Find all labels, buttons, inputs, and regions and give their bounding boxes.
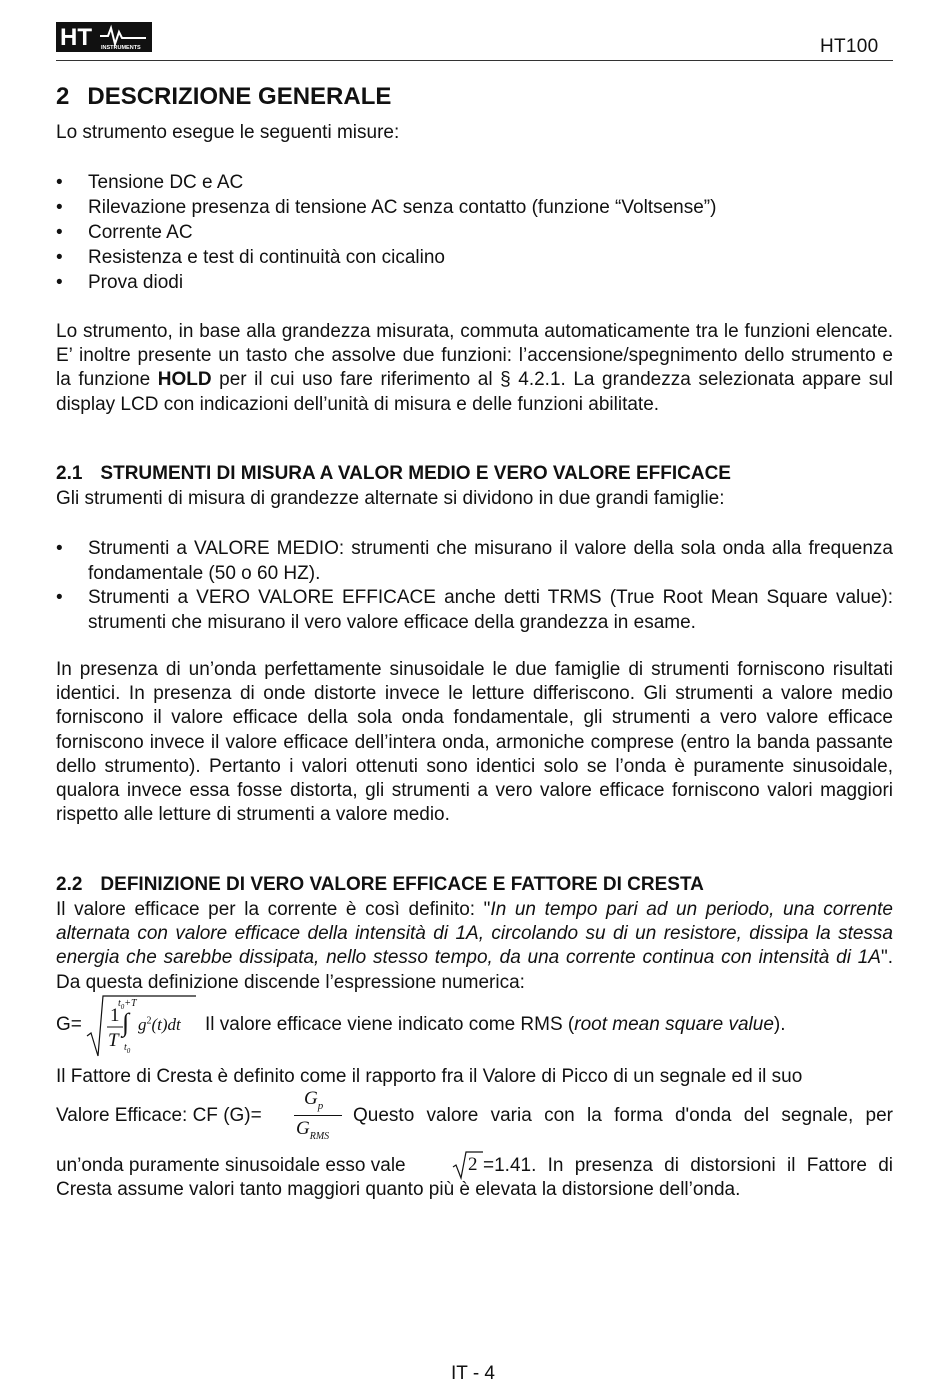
section-2-1-paragraph: In presenza di un’onda perfettamente sinusoidale le due famiglie di strumenti forniscono risultati identici. In presenza di onde distorte invece le letture differiscono. Gli strumenti a valore medio forniscono il valore efficace della sola onda fondamentale, gli strumenti a vero valore efficace forniscono invece il valore efficace dell’intera onda, armoniche comprese (entro la banda passante dello strumento). Pertanto i valori ottenuti sono identici solo se l’onda è puramente sinusoidale, qualora invece essa fosse distorta, gli strumenti a vero valore efficace forniscono valori maggiori rispetto alle letture di strumenti a valore medio. bbox=[56, 659, 893, 826]
svg-text:HT: HT bbox=[60, 24, 92, 51]
rms-formula: 1 T $t_0+T$ ∫ $t_0$ $g^2(t)dt$ bbox=[86, 994, 198, 1058]
section-2-paragraph: Lo strumento, in base alla grandezza misurata, commuta automaticamente tra le funzioni elencate. E’ inoltre presente un tasto che assolve due funzioni: l’accensione/spegnimento dello strumento e la funzione HOLD per il cui uso fare riferimento al § 4.2.1. La grandezza selezionata appare sul display LCD con indicazioni dell’unità di misura e delle funzioni abilitate. bbox=[56, 321, 894, 415]
bullet-icon: • bbox=[56, 272, 63, 293]
list-item: • Corrente AC bbox=[56, 222, 193, 243]
section-2-bullet-list bbox=[56, 170, 893, 295]
svg-text:INSTRUMENTS: INSTRUMENTS bbox=[101, 45, 141, 51]
list-item: • Strumenti a VALORE MEDIO: strumenti che misurano il valore della sola onda alla frequenza fondamentale (50 o 60 HZ). bbox=[56, 538, 893, 584]
sqrt-line-end: =1.41. In presenza di distorsioni il Fattore di bbox=[483, 1155, 893, 1176]
header-rule bbox=[56, 60, 893, 61]
section-2-1-bullet-list bbox=[56, 537, 893, 635]
page-number: IT - 4 bbox=[451, 1363, 495, 1384]
sqrt-line-start: un’onda puramente sinusoidale esso vale bbox=[56, 1155, 406, 1176]
bullet-icon: • bbox=[56, 197, 63, 218]
list-item: • Rilevazione presenza di tensione AC senza contatto (funzione “Voltsense”) bbox=[56, 197, 717, 218]
crest-factor-fraction: $G_p$ $G_{RMS}$ bbox=[292, 1088, 348, 1148]
crest-factor-text: Questo valore varia con la forma d'onda del segnale, per bbox=[353, 1105, 893, 1126]
ht-instruments-logo bbox=[56, 22, 152, 52]
g-label: G= bbox=[56, 1014, 82, 1035]
last-line: Cresta assume valori tanto maggiori quanto più è elevata la distorsione dell’onda. bbox=[56, 1179, 741, 1200]
section-2-heading: 2 DESCRIZIONE GENERALE bbox=[56, 83, 392, 110]
hold-keyword: HOLD bbox=[157, 369, 212, 391]
integral-icon: ∫ bbox=[122, 1008, 130, 1037]
section-2-2-heading: 2.2 DEFINIZIONE DI VERO VALORE EFFICACE E FATTORE DI CRESTA bbox=[56, 874, 704, 895]
list-item: • Resistenza e test di continuità con cicalino bbox=[56, 247, 445, 268]
sqrt-two: 2 bbox=[452, 1150, 484, 1180]
list-item: • Strumenti a VERO VALORE EFFICACE anche detti TRMS (True Root Mean Square value): strumenti che misurano il vero valore efficace della grandezza in esame. bbox=[56, 587, 893, 633]
section-2-2-definition: Il valore efficace per la corrente è così definito: "In un tempo pari ad un periodo, una corrente alternata con valore efficace della intensità di 1A, circolando su di un resistore, dissipa la stessa energia che sarebbe dissipata, nello stesso tempo, da una corrente continua con intensità di 1A". Da questa definizione discende l’espressione numerica: bbox=[56, 899, 893, 993]
crest-factor-label: Valore Efficace: CF (G)= bbox=[56, 1105, 262, 1126]
section-2-intro: Lo strumento esegue le seguenti misure: bbox=[56, 122, 400, 143]
bullet-icon: • bbox=[56, 587, 63, 608]
model-label: HT100 bbox=[820, 36, 879, 57]
bullet-icon: • bbox=[56, 172, 63, 193]
bullet-icon: • bbox=[56, 222, 63, 243]
list-item: • Prova diodi bbox=[56, 272, 184, 293]
bullet-icon: • bbox=[56, 538, 63, 559]
rms-description: Il valore efficace viene indicato come RMS (root mean square value). bbox=[205, 1014, 786, 1035]
bullet-icon: • bbox=[56, 247, 63, 268]
section-2-1-intro: Gli strumenti di misura di grandezze alternate si dividono in due grandi famiglie: bbox=[56, 488, 725, 509]
section-2-1-heading: 2.1 STRUMENTI DI MISURA A VALOR MEDIO E VERO VALORE EFFICACE bbox=[56, 463, 731, 484]
list-item: • Tensione DC e AC bbox=[56, 172, 244, 193]
crest-factor-line: Il Fattore di Cresta è definito come il rapporto fra il Valore di Picco di un segnale ed il suo bbox=[56, 1066, 803, 1087]
